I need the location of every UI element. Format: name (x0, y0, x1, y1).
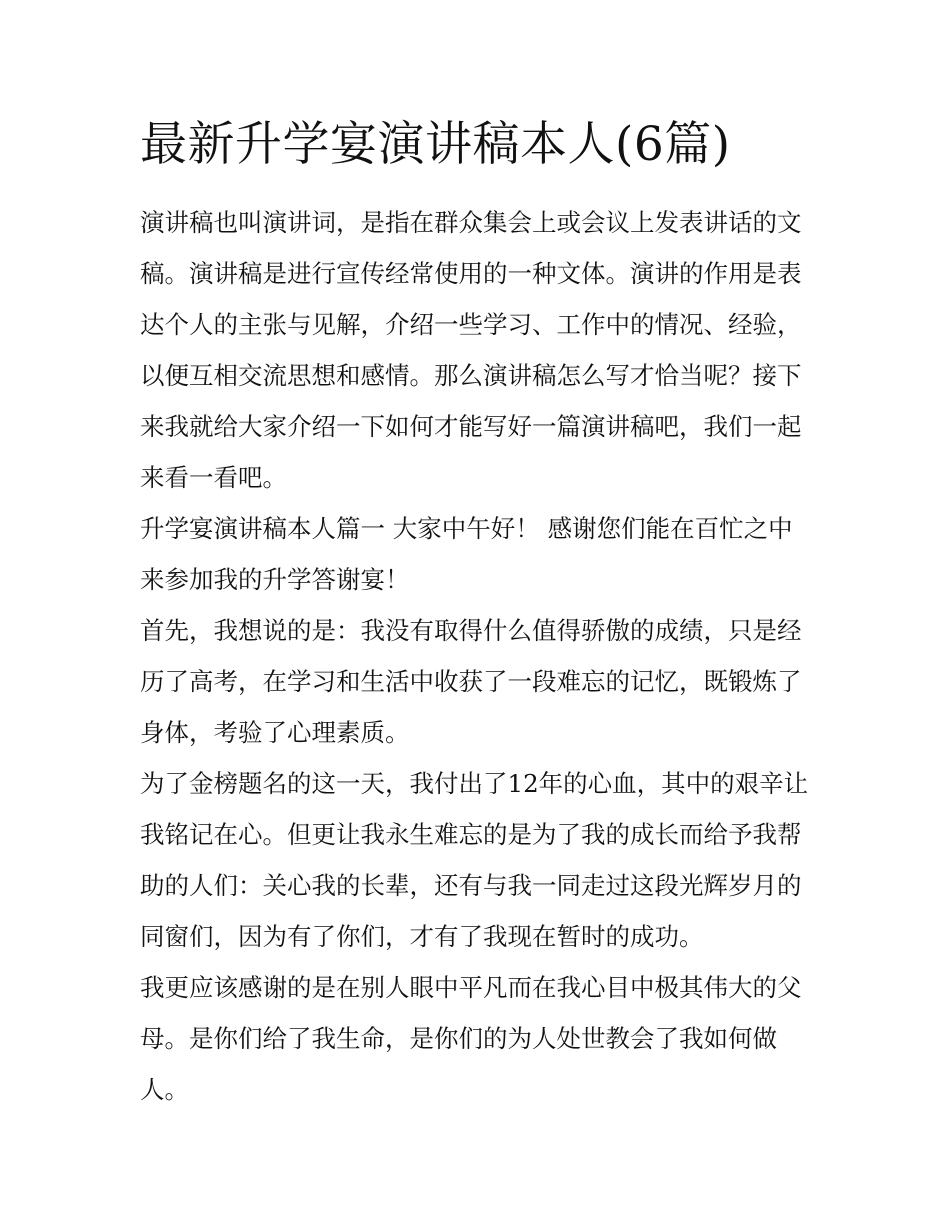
document-body (140, 197, 816, 1115)
document-title: 最新升学宴演讲稿本人(6篇) (140, 117, 731, 172)
intro-paragraph: 演讲稿也叫演讲词，是指在群众集会上或会议上发表讲话的文稿。演讲稿是进行宣传经常使用的一种文体。演讲的作用是表达个人的主张与见解，介绍一些学习、工作中的情况、经验，以便互相交流思想和感情。那么演讲稿怎么写才恰当呢？接下来我就给大家介绍一下如何才能写好一篇演讲稿吧，我们一起来看一看吧。 (140, 208, 802, 492)
body-paragraph-parents: 我更应该感谢的是在别人眼中平凡而在我心目中极其伟大的父母。是你们给了我生命，是你们的为人处世教会了我如何做人。 (140, 973, 802, 1104)
body-paragraph-first: 首先，我想说的是：我没有取得什么值得骄傲的成绩，只是经历了高考，在学习和生活中收获了一段难忘的记忆，既锻炼了身体，考验了心理素质。 (140, 616, 802, 747)
body-paragraph-gratitude: 为了金榜题名的这一天，我付出了12年的心血，其中的艰辛让我铭记在心。但更让我永生难忘的是为了我的成长而给予我帮助的人们：关心我的长辈，还有与我一同走过这段光辉岁月的同窗们，因为有了你们，才有了我现在暂时的成功。 (140, 769, 809, 951)
speech-one-opening-paragraph: 升学宴演讲稿本人篇一 大家中午好！ 感谢您们能在百忙之中来参加我的升学答谢宴！ (140, 514, 793, 594)
